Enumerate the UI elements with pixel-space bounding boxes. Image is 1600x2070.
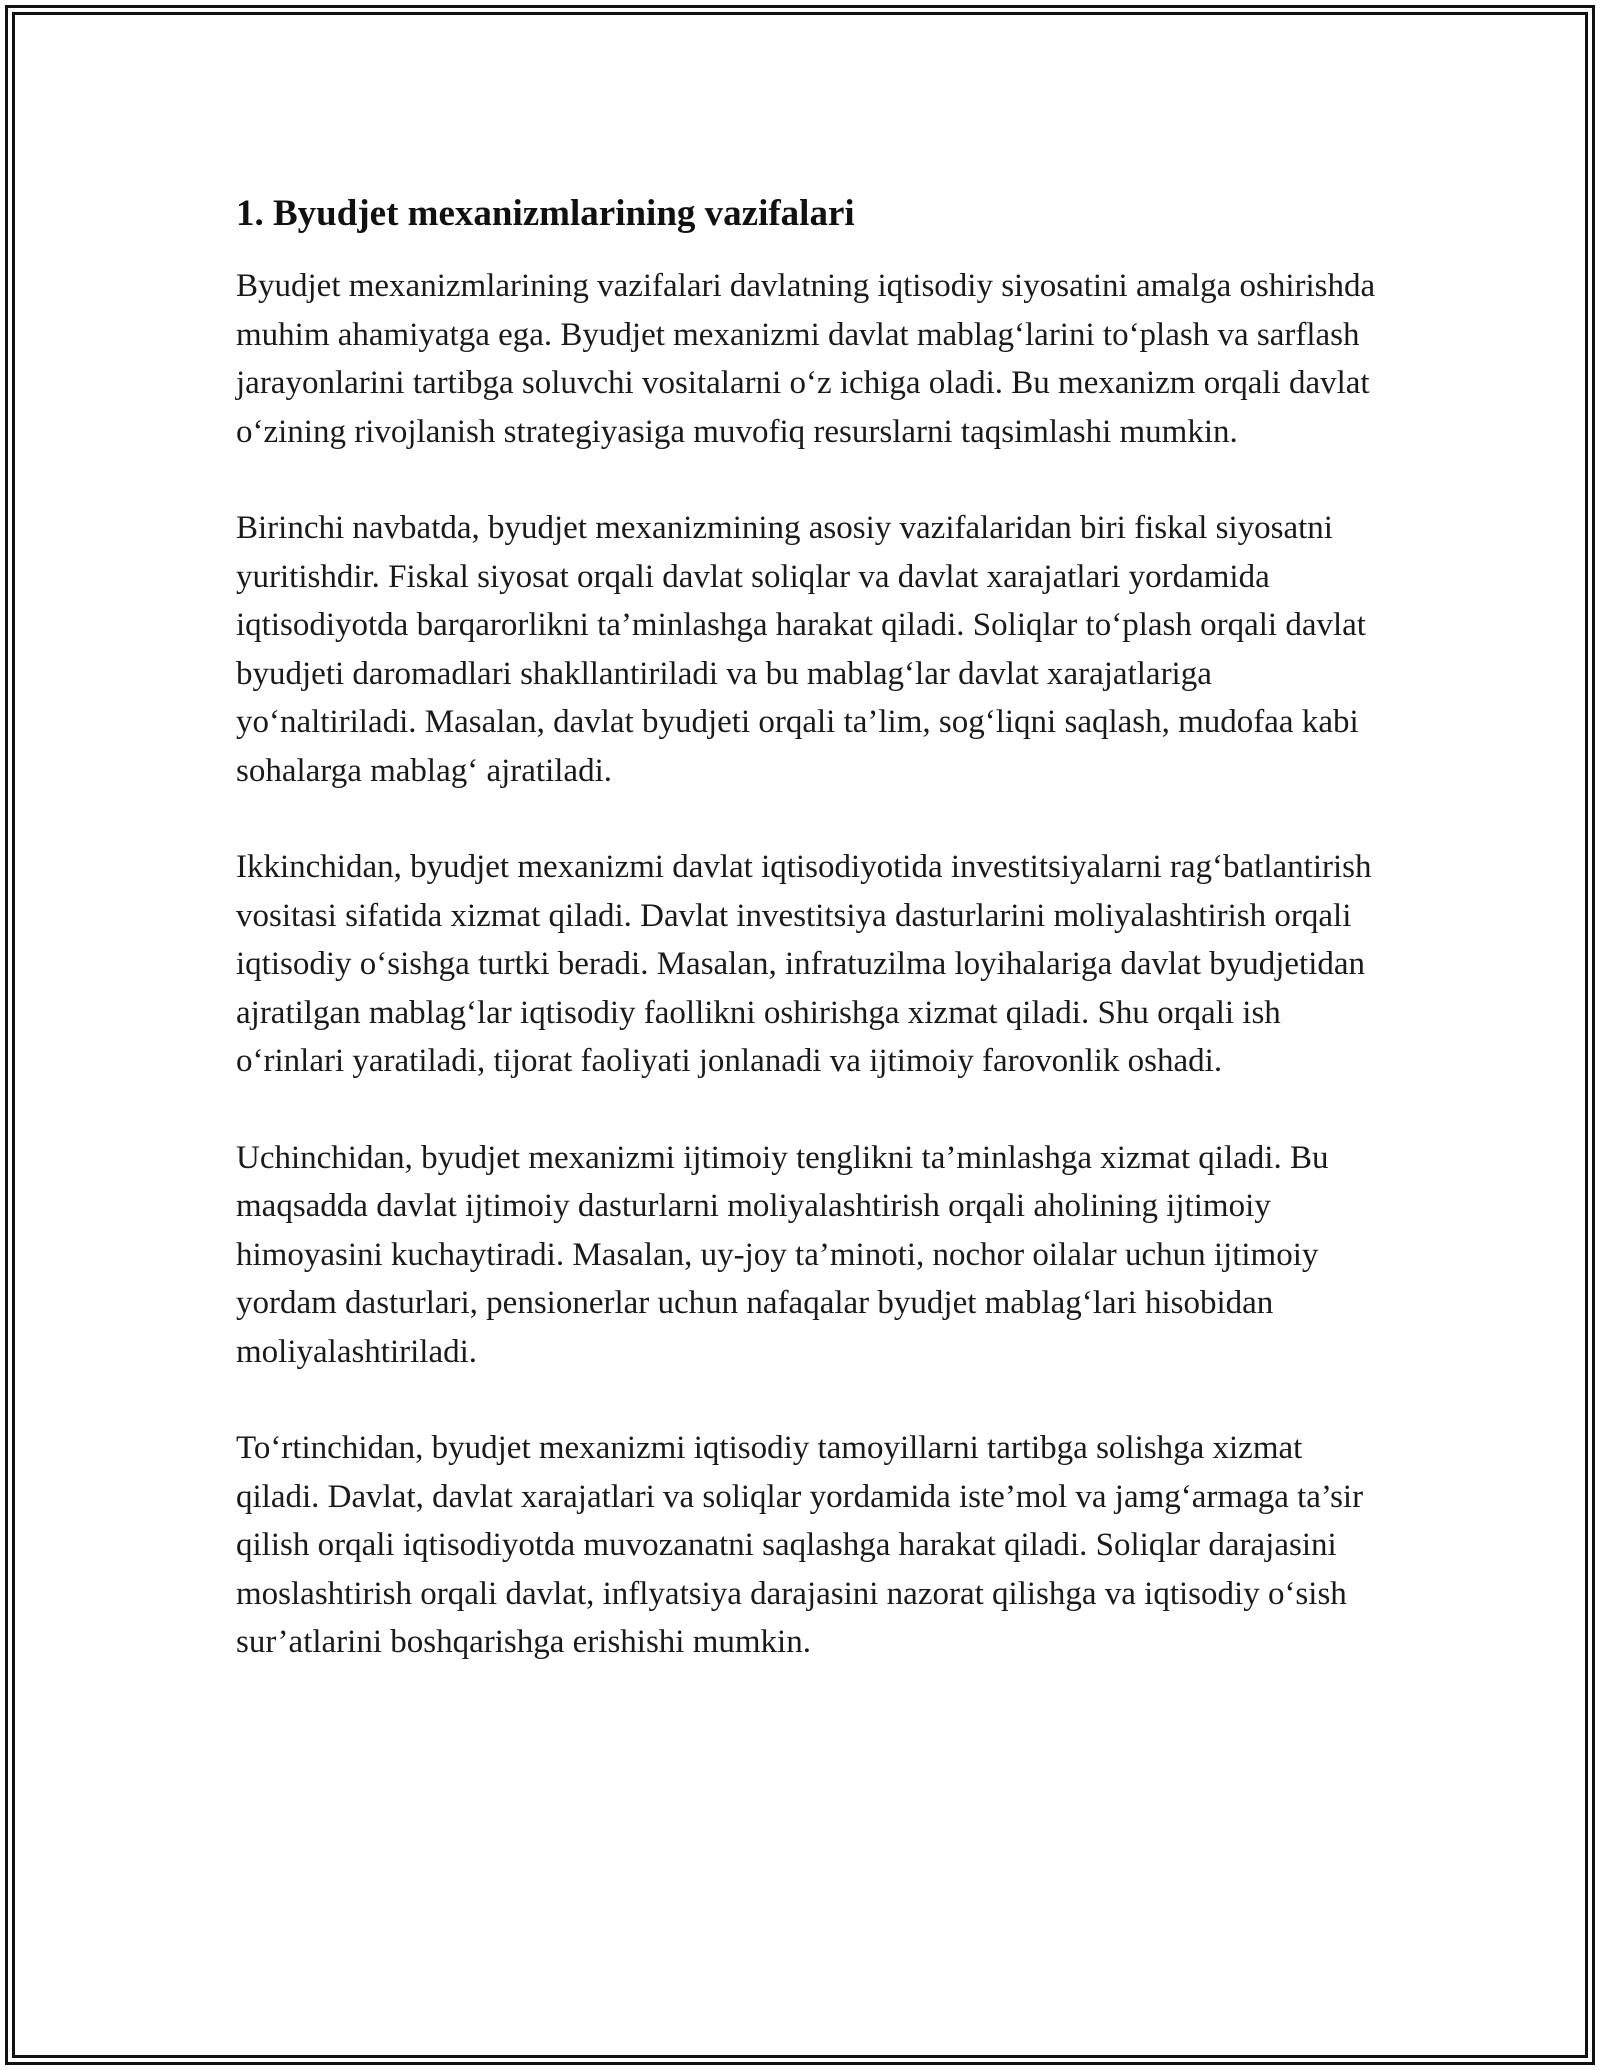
paragraph-second: Ikkinchidan, byudjet mexanizmi davlat iqtisodiyotida investitsiyalarni rag‘batlantirish vositasi sifatida xizmat qiladi. Davlat investitsiya dasturlarini moliyalashtirish orqali iqtisodiy o‘sishga turtki beradi. Masalan, infratuzilma loyihalariga davlat byudjetidan ajratilgan mablag‘lar iqtisodiy faollikni oshirishga xizmat qiladi. Shu orqali ish o‘rinlari yaratiladi, tijorat faoliyati jonlanadi va ijtimoiy farovonlik oshadi. [236,849,1372,1079]
paragraph-intro: Byudjet mexanizmlarining vazifalari davlatning iqtisodiy siyosatini amalga oshirishda muhim ahamiyatga ega. Byudjet mexanizmi davlat mablag‘larini to‘plash va sarflash jarayonlarini tartibga soluvchi vositalarni o‘z ichiga oladi. Bu mexanizm orqali davlat o‘zining rivojlanish strategiyasiga muvofiq resurslarni taqsimlashi mumkin. [236,268,1376,450]
document-body [236,188,1376,1715]
paragraph-fourth: To‘rtinchidan, byudjet mexanizmi iqtisodiy tamoyillarni tartibga solishga xizmat qiladi. Davlat, davlat xarajatlari va soliqlar yordamida iste’mol va jamg‘armaga ta’sir qilish orqali iqtisodiyotda muvozanatni saqlashga harakat qiladi. Soliqlar darajasini moslashtirish orqali davlat, inflyatsiya darajasini nazorat qilishga va iqtisodiy o‘sish sur’atlarini boshqarishga erishishi mumkin. [236,1430,1364,1660]
paragraph-third: Uchinchidan, byudjet mexanizmi ijtimoiy tenglikni ta’minlashga xizmat qiladi. Bu maqsadda davlat ijtimoiy dasturlarni moliyalashtirish orqali aholining ijtimoiy himoyasini kuchaytiradi. Masalan, uy-joy ta’minoti, nochor oilalar uchun ijtimoiy yordam dasturlari, pensionerlar uchun nafaqalar byudjet mablag‘lari hisobidan moliyalashtiriladi. [236,1139,1329,1370]
paragraph-first: Birinchi navbatda, byudjet mexanizmining asosiy vazifalaridan biri fiskal siyosatni yuritishdir. Fiskal siyosat orqali davlat soliqlar va davlat xarajatlari yordamida iqtisodiyotda barqarorlikni ta’minlashga harakat qiladi. Soliqlar to‘plash orqali davlat byudjeti daromadlari shakllantiriladi va bu mablag‘lar davlat xarajatlariga yo‘naltiriladi. Masalan, davlat byudjeti orqali ta’lim, sog‘liqni saqlash, mudofaa kabi sohalarga mablag‘ ajratiladi. [236,510,1366,789]
section-title: 1. Byudjet mexanizmlarining vazifalari [236,193,855,234]
